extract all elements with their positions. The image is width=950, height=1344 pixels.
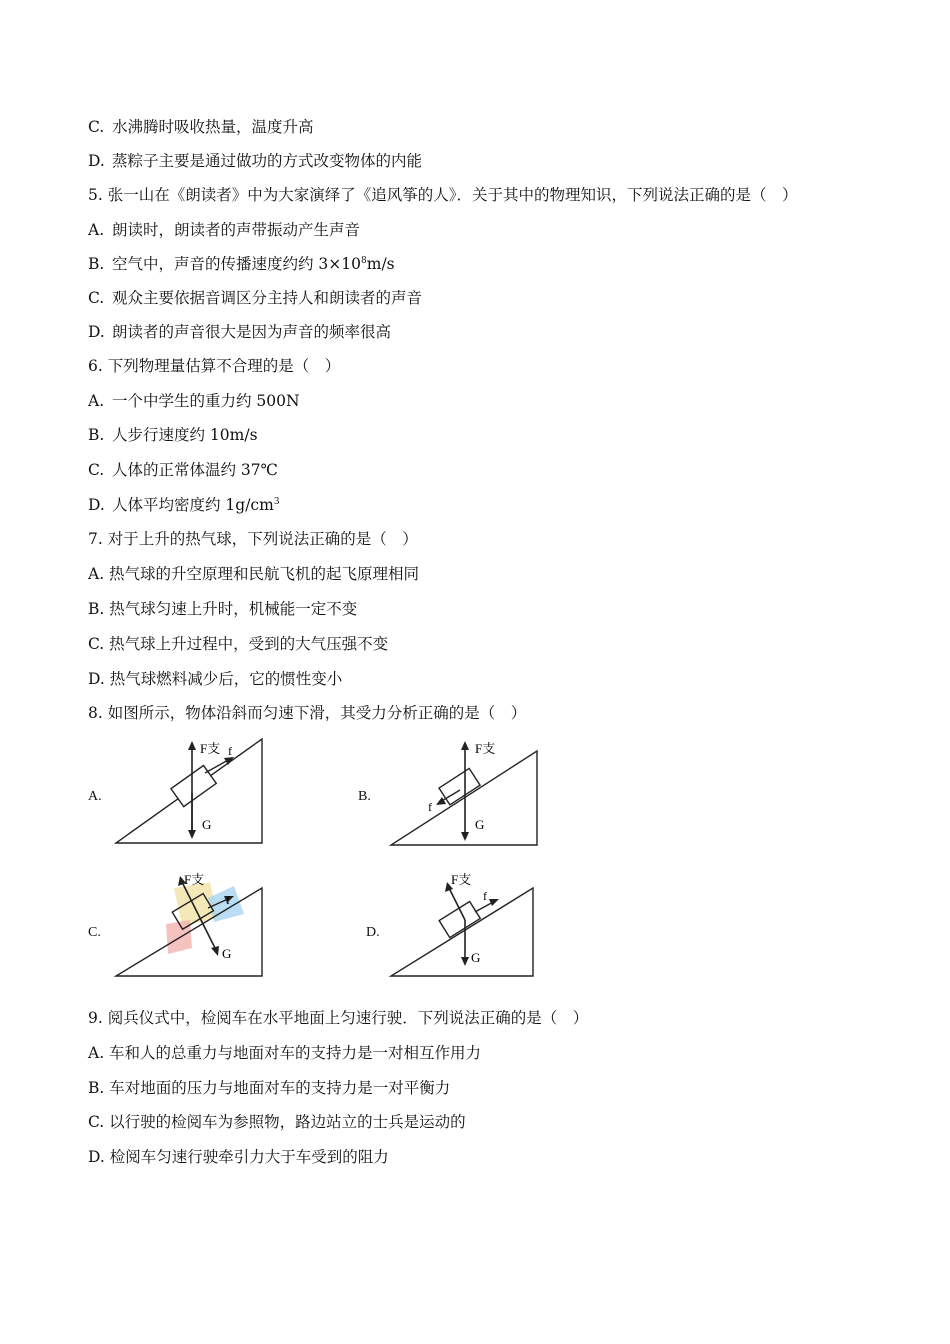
incline-triangle [391,888,533,976]
unit: m/s [366,255,395,273]
figure-b [385,735,545,850]
q9-option-a: A. 车和人的总重力与地面对车的支持力是一对相互作用力 [88,1044,482,1062]
q4-option-d [88,151,422,171]
q7-option-c: C. 热气球上升过程中，受到的大气压强不变 [88,635,389,653]
figure-d [385,868,545,983]
option-text: 人体的正常体温约 37℃ [112,461,278,479]
option-letter: D. [88,152,105,170]
option-text: 观众主要依据音调区分主持人和朗读者的声音 [112,289,423,307]
gravity-label: G [222,946,232,961]
normal-force-label: F支 [475,741,496,756]
block [171,765,216,806]
q4-option-c [88,117,314,137]
q8-stem: 8. 如图所示，物体沿斜而匀速下滑，其受力分析正确的是（ ） [88,704,527,722]
q6-stem: 6. 下列物理量估算不合理的是（ ） [88,357,341,375]
q7-option-a: A. 热气球的升空原理和民航飞机的起飞原理相同 [88,565,420,583]
gravity-label: G [202,817,212,832]
normal-force-label: F支 [184,872,205,887]
exponent: 8 [361,255,367,266]
option-text: 人体平均密度约 1g/cm [112,496,274,514]
incline-triangle [391,751,537,845]
q5-option-b [88,254,395,274]
option-letter: C. [88,289,105,307]
friction-label: f [228,744,232,758]
option-text: 空气中，声音的传播速度约约 3×10 [112,255,362,273]
option-letter: D. [88,496,105,514]
normal-force-label: F支 [451,872,472,887]
figure-a [110,733,270,848]
friction-label: f [483,889,487,903]
q5-stem: 5. 张一山在《朗读者》中为大家演绎了《追风筝的人》．关于其中的物理知识，下列说法正确的是（ ） [88,186,798,204]
q5-option-c [88,288,422,308]
figure-a-label: A. [88,789,102,804]
friction-label: f [226,893,230,907]
option-letter: C. [88,461,105,479]
q7-option-d: D. 热气球燃料减少后，它的惯性变小 [88,670,343,688]
option-letter: A. [88,221,105,239]
gravity-label: G [471,950,481,965]
friction-label: f [428,800,432,814]
gravity-label: G [475,817,485,832]
option-letter: C. [88,118,105,136]
option-text: 朗读时，朗读者的声带振动产生声音 [112,221,361,239]
q7-stem: 7. 对于上升的热气球，下列说法正确的是（ ） [88,530,418,548]
option-text: 蒸粽子主要是通过做功的方式改变物体的内能 [112,152,423,170]
highlight-pink [166,920,192,954]
figure-c [110,868,270,983]
exponent: 3 [273,496,280,507]
q6-option-d [88,495,280,515]
q5-option-a [88,220,360,240]
option-text: 人步行速度约 10m/s [112,426,258,444]
block [439,902,480,938]
q5-option-d [88,322,391,342]
option-text: 水沸腾时吸收热量，温度升高 [112,118,314,136]
q9-option-c: C. 以行驶的检阅车为参照物，路边站立的士兵是运动的 [88,1113,466,1131]
q6-option-a [88,391,300,411]
option-text: 朗读者的声音很大是因为声音的频率很高 [112,323,392,341]
q6-option-c [88,460,278,480]
option-letter: A. [88,392,105,410]
option-letter: B. [88,255,105,273]
gravity-arrow [461,832,469,841]
q7-option-b: B. 热气球匀速上升时，机械能一定不变 [88,600,358,618]
option-letter: D. [88,323,105,341]
option-text: 一个中学生的重力约 500N [112,392,300,410]
q9-option-b: B. 车对地面的压力与地面对车的支持力是一对平衡力 [88,1079,451,1097]
q6-option-b [88,425,258,445]
q9-stem: 9. 阅兵仪式中，检阅车在水平地面上匀速行驶．下列说法正确的是（ ） [88,1009,589,1027]
normal-force-label: F支 [200,741,221,756]
option-letter: B. [88,426,105,444]
figure-b-label: B. [358,789,371,804]
figure-d-label: D. [366,925,380,940]
q9-option-d: D. 检阅车匀速行驶牵引力大于车受到的阻力 [88,1148,389,1166]
figure-c-label: C. [88,925,101,940]
